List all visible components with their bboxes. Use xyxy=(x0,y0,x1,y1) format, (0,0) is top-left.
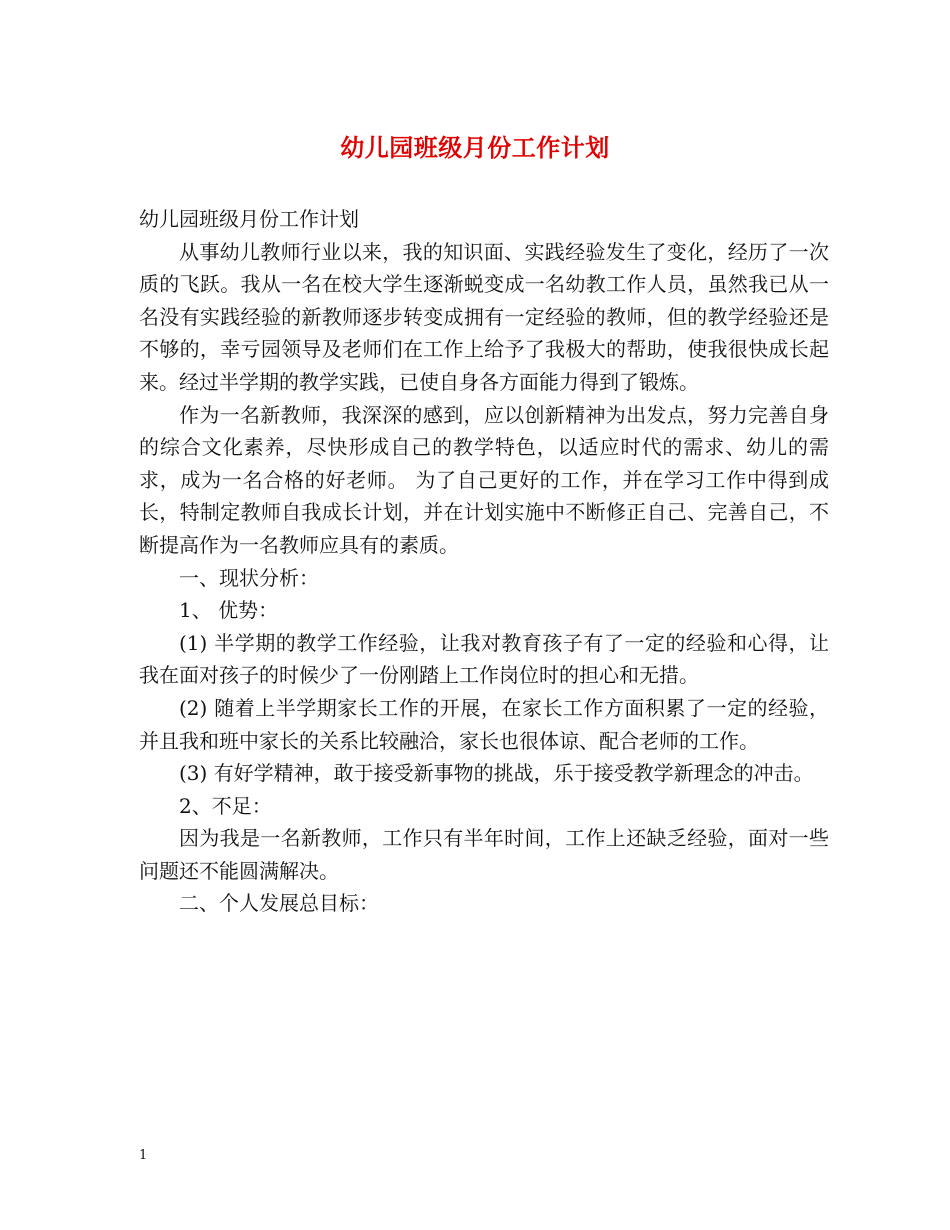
paragraph-new-teacher: 作为一名新教师，我深深的感到，应以创新精神为出发点，努力完善自身的综合文化素养，尽快形成自己的教学特色，以适应时代的需求、幼儿的需求，成为一名合格的好老师。 为了自己更好的工作，并在学习工作中得到成长，特制定教师自我成长计划，并在计划实施中不断修正自己、完善自己，不断提高作为一名教师应具有的素质。 xyxy=(139,402,829,557)
heading-strengths: 1、 优势： xyxy=(179,598,279,623)
heading-status-analysis: 一、现状分析： xyxy=(179,565,319,590)
heading-weaknesses: 2、不足： xyxy=(179,793,272,818)
document-subtitle: 幼儿园班级月份工作计划 xyxy=(139,207,359,231)
paragraph-weakness: 因为我是一名新教师，工作只有半年时间，工作上还缺乏经验，面对一些问题还不能圆满解决。 xyxy=(139,826,829,883)
document-title: 幼儿园班级月份工作计划 xyxy=(340,133,610,162)
page-number: 1 xyxy=(139,1148,148,1163)
paragraph-strength-3: (3) 有好学精神，敢于接受新事物的挑战，乐于接受教学新理念的冲击。 xyxy=(179,761,814,786)
paragraph-intro: 从事幼儿教师行业以来，我的知识面、实践经验发生了变化，经历了一次质的飞跃。我从一名在校大学生逐渐蜕变成一名幼教工作人员，虽然我已从一名没有实践经验的新教师逐步转变成拥有一定经验的教师，但的教学经验还是不够的，幸亏园领导及老师们在工作上给予了我极大的帮助，使我很快成长起来。经过半学期的教学实践，已使自身各方面能力得到了锻炼。 xyxy=(139,239,829,394)
document-body xyxy=(139,203,829,920)
paragraph-strength-2: (2) 随着上半学期家长工作的开展，在家长工作方面积累了一定的经验，并且我和班中家长的关系比较融洽，家长也很体谅、配合老师的工作。 xyxy=(139,695,829,753)
paragraph-strength-1: (1) 半学期的教学工作经验，让我对教育孩子有了一定的经验和心得，让我在面对孩子的时候少了一份刚踏上工作岗位时的担心和无措。 xyxy=(139,630,829,688)
heading-development-goal: 二、个人发展总目标： xyxy=(179,891,379,916)
